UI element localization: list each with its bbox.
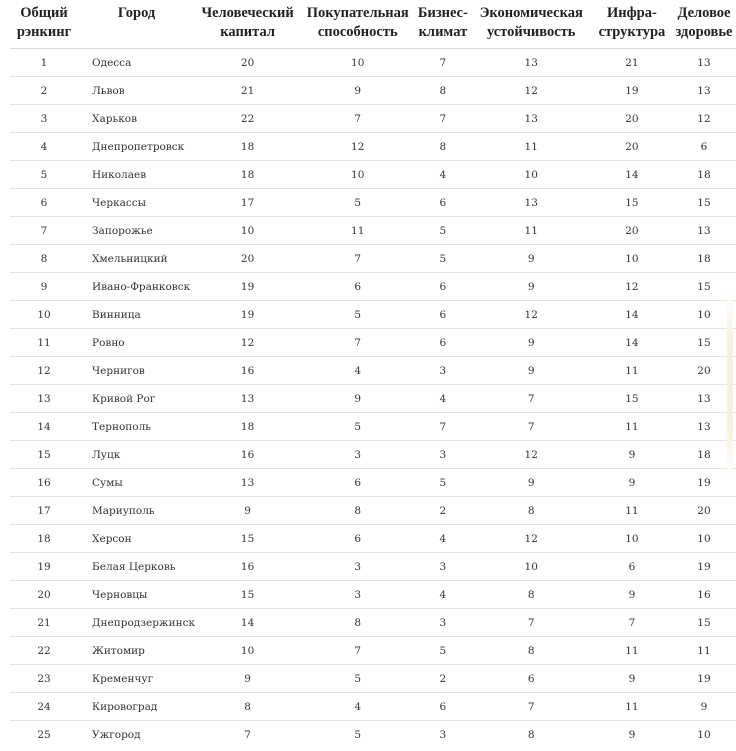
cell-city: Ровно: [78, 329, 195, 357]
cell-business-climate: 3: [415, 357, 470, 385]
cell-purchasing-power: 10: [300, 161, 415, 189]
cell-infrastructure: 14: [592, 161, 672, 189]
cell-business-health: 11: [672, 637, 736, 665]
cell-city: Херсон: [78, 525, 195, 553]
cell-infrastructure: 11: [592, 693, 672, 721]
cell-human-capital: 13: [195, 385, 300, 413]
cell-rank: 5: [10, 161, 78, 189]
table-row: [10, 217, 736, 245]
cell-purchasing-power: 9: [300, 385, 415, 413]
cell-human-capital: 21: [195, 77, 300, 105]
header-human-capital: Человеческий капитал: [195, 4, 300, 49]
cell-business-climate: 4: [415, 525, 470, 553]
table-row: [10, 637, 736, 665]
header-business-health: Деловое здоровье: [672, 4, 736, 49]
cell-infrastructure: 10: [592, 525, 672, 553]
cell-purchasing-power: 12: [300, 133, 415, 161]
cell-business-climate: 4: [415, 161, 470, 189]
cell-business-climate: 8: [415, 77, 470, 105]
cell-rank: 8: [10, 245, 78, 273]
cell-rank: 19: [10, 553, 78, 581]
cell-business-health: 9: [672, 693, 736, 721]
cell-city: Житомир: [78, 637, 195, 665]
table-row: [10, 609, 736, 637]
cell-purchasing-power: 8: [300, 497, 415, 525]
table-row: [10, 133, 736, 161]
cell-economic-stability: 7: [471, 413, 592, 441]
cell-business-health: 13: [672, 49, 736, 77]
table-row: [10, 665, 736, 693]
header-business-climate: Бизнес- климат: [415, 4, 470, 49]
header-row: [10, 4, 736, 49]
cell-economic-stability: 11: [471, 133, 592, 161]
cell-purchasing-power: 6: [300, 525, 415, 553]
cell-purchasing-power: 8: [300, 609, 415, 637]
cell-infrastructure: 11: [592, 497, 672, 525]
scroll-edge-decoration: [727, 290, 733, 480]
cell-human-capital: 16: [195, 553, 300, 581]
cell-city: Хмельницкий: [78, 245, 195, 273]
cell-human-capital: 20: [195, 49, 300, 77]
cell-infrastructure: 20: [592, 217, 672, 245]
cell-rank: 6: [10, 189, 78, 217]
table-row: [10, 273, 736, 301]
cell-city: Днепродзержинск: [78, 609, 195, 637]
cell-economic-stability: 9: [471, 469, 592, 497]
cell-infrastructure: 15: [592, 385, 672, 413]
cell-infrastructure: 9: [592, 581, 672, 609]
table-row: [10, 161, 736, 189]
table-row: [10, 385, 736, 413]
cell-human-capital: 18: [195, 161, 300, 189]
cell-economic-stability: 10: [471, 553, 592, 581]
cell-business-climate: 7: [415, 49, 470, 77]
cell-rank: 3: [10, 105, 78, 133]
cell-rank: 18: [10, 525, 78, 553]
cell-economic-stability: 8: [471, 637, 592, 665]
cell-rank: 11: [10, 329, 78, 357]
cell-human-capital: 8: [195, 693, 300, 721]
cell-business-climate: 5: [415, 217, 470, 245]
cell-rank: 17: [10, 497, 78, 525]
cell-city: Львов: [78, 77, 195, 105]
cell-city: Сумы: [78, 469, 195, 497]
cell-economic-stability: 12: [471, 77, 592, 105]
cell-city: Ужгород: [92, 728, 141, 741]
cell-infrastructure: 21: [592, 49, 672, 77]
cell-rank: 24: [10, 693, 78, 721]
table-row: [10, 721, 736, 749]
city-ranking-table: [10, 4, 736, 748]
cell-business-health: 13: [672, 217, 736, 245]
cell-rank: 22: [10, 637, 78, 665]
table-row: [10, 189, 736, 217]
cell-business-climate: 2: [415, 497, 470, 525]
cell-business-health: 12: [672, 105, 736, 133]
table-row: [10, 77, 736, 105]
cell-human-capital: 18: [195, 133, 300, 161]
cell-infrastructure: 11: [592, 413, 672, 441]
cell-business-health: 13: [672, 413, 736, 441]
table-row: [10, 441, 736, 469]
cell-purchasing-power: 6: [300, 469, 415, 497]
cell-infrastructure: 11: [592, 637, 672, 665]
cell-city: Запорожье: [78, 217, 195, 245]
cell-rank: 1: [10, 49, 78, 77]
cell-purchasing-power: 5: [300, 413, 415, 441]
cell-business-health: 16: [672, 581, 736, 609]
cell-purchasing-power: 7: [300, 105, 415, 133]
table-row: [10, 497, 736, 525]
cell-infrastructure: 9: [592, 441, 672, 469]
cell-purchasing-power: 3: [300, 581, 415, 609]
cell-human-capital: 10: [195, 637, 300, 665]
cell-human-capital: 16: [195, 441, 300, 469]
cell-business-health: 10: [697, 728, 711, 741]
cell-business-health: 19: [672, 553, 736, 581]
cell-business-climate: 3: [415, 441, 470, 469]
cell-business-climate: 3: [415, 609, 470, 637]
cell-purchasing-power: 5: [300, 301, 415, 329]
cell-human-capital: 15: [195, 525, 300, 553]
cell-infrastructure: 14: [592, 301, 672, 329]
cell-economic-stability: 9: [471, 273, 592, 301]
table-row: [10, 357, 736, 385]
cell-economic-stability: 12: [471, 441, 592, 469]
cell-economic-stability: 13: [471, 189, 592, 217]
cell-human-capital: 17: [195, 189, 300, 217]
cell-purchasing-power: 5: [354, 728, 362, 741]
cell-business-climate: 5: [415, 245, 470, 273]
cell-business-health: 15: [672, 329, 736, 357]
header-economic-stability: Экономическая устойчивость: [471, 4, 592, 49]
cell-infrastructure: 19: [592, 77, 672, 105]
cell-human-capital: 7: [244, 728, 251, 741]
table-body: [10, 49, 736, 749]
cell-business-health: 10: [672, 525, 736, 553]
cell-economic-stability: 13: [471, 49, 592, 77]
table-row: [10, 553, 736, 581]
cell-business-climate: 2: [415, 665, 470, 693]
cell-business-climate: 8: [415, 133, 470, 161]
cell-infrastructure: 9: [592, 665, 672, 693]
cell-purchasing-power: 4: [300, 693, 415, 721]
cell-human-capital: 19: [195, 273, 300, 301]
cell-rank: 7: [10, 217, 78, 245]
header-infrastructure: Инфра- структура: [592, 4, 672, 49]
cell-business-health: 18: [672, 245, 736, 273]
cell-city: Винница: [78, 301, 195, 329]
cell-rank: 20: [10, 581, 78, 609]
cell-city: Николаев: [78, 161, 195, 189]
cell-business-climate: 5: [415, 637, 470, 665]
cell-purchasing-power: 6: [300, 273, 415, 301]
cell-purchasing-power: 5: [300, 189, 415, 217]
cell-infrastructure: 14: [592, 329, 672, 357]
cell-human-capital: 14: [195, 609, 300, 637]
cell-city: Луцк: [78, 441, 195, 469]
cell-purchasing-power: 3: [300, 553, 415, 581]
cell-economic-stability: 9: [471, 357, 592, 385]
cell-business-climate: 3: [415, 553, 470, 581]
cell-city: Черкассы: [78, 189, 195, 217]
cell-business-climate: 4: [415, 581, 470, 609]
cell-rank: 16: [10, 469, 78, 497]
cell-city: Кривой Рог: [78, 385, 195, 413]
cell-business-climate: 6: [415, 693, 470, 721]
cell-city: Тернополь: [78, 413, 195, 441]
cell-human-capital: 16: [195, 357, 300, 385]
cell-business-climate: 6: [415, 301, 470, 329]
cell-human-capital: 20: [195, 245, 300, 273]
cell-infrastructure: 11: [592, 357, 672, 385]
cell-business-health: 20: [672, 357, 736, 385]
cell-human-capital: 22: [195, 105, 300, 133]
cell-business-health: 15: [672, 609, 736, 637]
cell-human-capital: 9: [195, 497, 300, 525]
cell-city: Чернигов: [78, 357, 195, 385]
cell-infrastructure: 20: [592, 133, 672, 161]
cell-economic-stability: 8: [527, 728, 535, 741]
table-row: [10, 693, 736, 721]
cell-rank: 12: [10, 357, 78, 385]
cell-purchasing-power: 10: [300, 49, 415, 77]
cell-city: Черновцы: [78, 581, 195, 609]
cell-business-health: 19: [672, 665, 736, 693]
table-row: [10, 581, 736, 609]
table-row: [10, 525, 736, 553]
cell-human-capital: 10: [195, 217, 300, 245]
cell-city: Днепропетровск: [78, 133, 195, 161]
cell-human-capital: 9: [195, 665, 300, 693]
cell-purchasing-power: 4: [300, 357, 415, 385]
cell-city: Ивано-Франковск: [78, 273, 195, 301]
cell-business-health: 15: [672, 189, 736, 217]
cell-infrastructure: 9: [628, 728, 636, 741]
cell-rank: 25: [37, 728, 51, 741]
cell-purchasing-power: 3: [300, 441, 415, 469]
cell-city: Кировоград: [78, 693, 195, 721]
cell-city: Харьков: [78, 105, 195, 133]
table-row: [10, 301, 736, 329]
header-purchasing-power: Покупательная способность: [300, 4, 415, 49]
cell-human-capital: 18: [195, 413, 300, 441]
cell-economic-stability: 7: [471, 609, 592, 637]
cell-infrastructure: 12: [592, 273, 672, 301]
cell-city: Мариуполь: [78, 497, 195, 525]
cell-business-climate: 4: [415, 385, 470, 413]
cell-human-capital: 19: [195, 301, 300, 329]
cell-human-capital: 12: [195, 329, 300, 357]
cell-economic-stability: 8: [471, 497, 592, 525]
cell-economic-stability: 12: [471, 301, 592, 329]
cell-economic-stability: 13: [471, 105, 592, 133]
table-row: [10, 329, 736, 357]
cell-rank: 10: [10, 301, 78, 329]
cell-rank: 4: [10, 133, 78, 161]
cell-business-health: 10: [672, 301, 736, 329]
cell-city: Одесса: [78, 49, 195, 77]
cell-city: Кременчуг: [78, 665, 195, 693]
cell-economic-stability: 12: [471, 525, 592, 553]
cell-business-climate: 6: [415, 273, 470, 301]
cell-rank: 15: [10, 441, 78, 469]
cell-city: Белая Церковь: [78, 553, 195, 581]
cell-business-health: 19: [672, 469, 736, 497]
cell-economic-stability: 7: [471, 693, 592, 721]
cell-economic-stability: 9: [471, 329, 592, 357]
cell-economic-stability: 10: [471, 161, 592, 189]
cell-purchasing-power: 7: [300, 329, 415, 357]
cell-business-health: 13: [672, 385, 736, 413]
cell-purchasing-power: 7: [300, 245, 415, 273]
table-row: [10, 245, 736, 273]
table-row: [10, 469, 736, 497]
cell-business-health: 6: [672, 133, 736, 161]
cell-economic-stability: 11: [471, 217, 592, 245]
cell-rank: 13: [10, 385, 78, 413]
cell-business-health: 18: [672, 441, 736, 469]
cell-business-climate: 6: [415, 329, 470, 357]
cell-business-health: 13: [672, 77, 736, 105]
table-row: [10, 49, 736, 77]
header-city: Город: [78, 4, 195, 49]
cell-business-health: 20: [672, 497, 736, 525]
cell-business-climate: 6: [415, 189, 470, 217]
cell-economic-stability: 7: [471, 385, 592, 413]
cell-infrastructure: 6: [592, 553, 672, 581]
cell-business-health: 15: [672, 273, 736, 301]
cell-rank: 21: [10, 609, 78, 637]
cell-infrastructure: 10: [592, 245, 672, 273]
cell-human-capital: 15: [195, 581, 300, 609]
cell-rank: 23: [10, 665, 78, 693]
cell-economic-stability: 9: [471, 245, 592, 273]
cell-economic-stability: 6: [471, 665, 592, 693]
cell-business-climate: 3: [439, 728, 447, 741]
cell-business-climate: 5: [415, 469, 470, 497]
cell-economic-stability: 8: [471, 581, 592, 609]
table-row: [10, 413, 736, 441]
cell-business-climate: 7: [415, 105, 470, 133]
cell-human-capital: 13: [195, 469, 300, 497]
table-row: [10, 105, 736, 133]
header-rank: Общий рэнкинг: [10, 4, 78, 49]
cell-infrastructure: 15: [592, 189, 672, 217]
cell-infrastructure: 7: [592, 609, 672, 637]
cell-infrastructure: 20: [592, 105, 672, 133]
cell-business-climate: 7: [415, 413, 470, 441]
cell-purchasing-power: 9: [300, 77, 415, 105]
cell-rank: 9: [10, 273, 78, 301]
cell-business-health: 18: [672, 161, 736, 189]
cell-purchasing-power: 11: [300, 217, 415, 245]
cell-rank: 14: [10, 413, 78, 441]
cell-infrastructure: 9: [592, 469, 672, 497]
cell-rank: 2: [10, 77, 78, 105]
cell-purchasing-power: 7: [300, 637, 415, 665]
cell-purchasing-power: 5: [300, 665, 415, 693]
